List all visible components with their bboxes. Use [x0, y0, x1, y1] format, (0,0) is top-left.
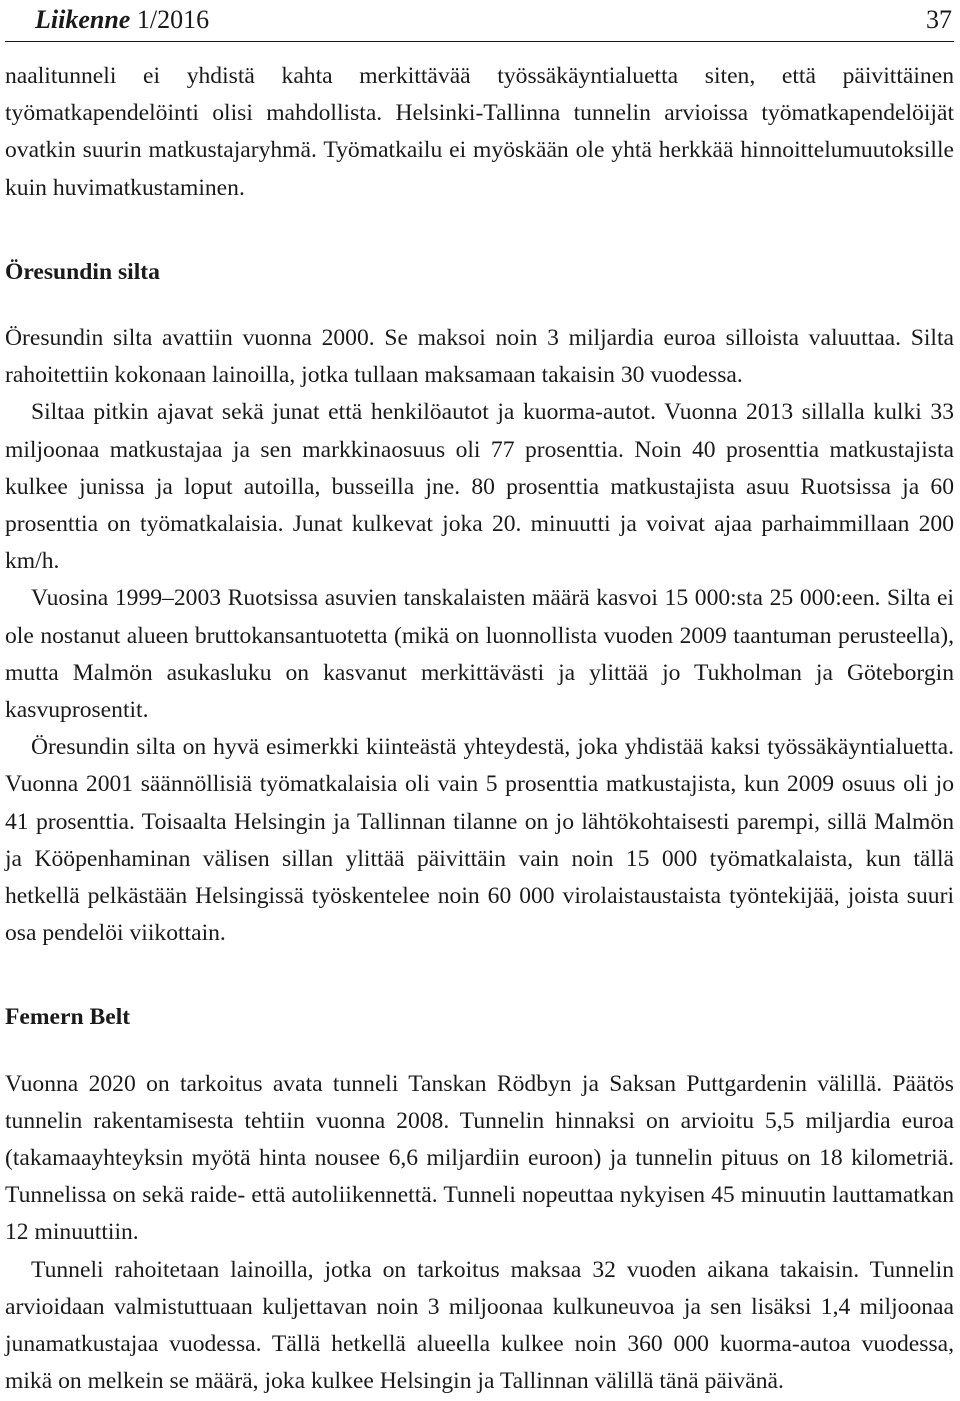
- section-heading-femern: Femern Belt: [5, 1004, 131, 1031]
- article-body: [5, 58, 954, 1401]
- section-heading-oresund: Öresundin silta: [5, 258, 160, 285]
- oresund-paragraph-2: Siltaa pitkin ajavat sekä junat että henkilöautot ja kuorma-autot. Vuonna 2013 sillalla kulki 33 miljoonaa matkustajaa ja sen markkinaosuus oli 77 prosenttia. Noin 40 prosenttia matkustajista kulkee junissa ja loput autoilla, busseilla jne. 80 prosenttia matkustajista asuu Ruotsissa ja 60 prosenttia on työmatkalaisia. Junat kulkevat joka 20. minuutti ja voivat ajaa parhaimmillaan 200 km/h.: [5, 399, 954, 575]
- spacer: [5, 291, 954, 320]
- oresund-paragraph-1: Öresundin silta avattiin vuonna 2000. Se maksoi noin 3 miljardia euroa silloista valuuttaa. Silta rahoitettiin kokonaan lainoilla, jotka tullaan maksamaan takaisin 30 vuodessa.: [5, 325, 954, 389]
- issue-number: 1/2016: [130, 5, 210, 34]
- intro-paragraph: naalitunneli ei yhdistä kahta merkittävää työssäkäyntialuetta siten, että päivittäinen työmatkapendelöinti olisi mahdollista. Helsinki-Tallinna tunnelin arvioissa työmatkapendelöijät ovatkin suurin matkustajaryhmä. Työmatkailu ei myöskään ole yhtä herkkää hinnoittelumuutoksille kuin huvimatkustaminen.: [5, 63, 954, 201]
- femern-paragraph-1: Vuonna 2020 on tarkoitus avata tunneli Tanskan Rödbyn ja Saksan Puttgardenin välillä. Päätös tunnelin rakentamisesta tehtiin vuonna 2008. Tunnelin hinnaksi on arvioitu 5,5 miljardia euroa (takamaayhteyksin myötä hinta nousee 6,6 miljardiin euroon) ja tunnelin pituus on 18 kilometriä. Tunnelissa on sekä raide- että autoliikennettä. Tunneli nopeuttaa nykyisen 45 minuutin lauttamatkan 12 minuuttiin.: [5, 1070, 954, 1246]
- spacer: [5, 207, 954, 254]
- oresund-paragraph-3: Vuosina 1999–2003 Ruotsissa asuvien tanskalaisten määrä kasvoi 15 000:sta 25 000:een. Silta ei ole nostanut alueen bruttokansantuotetta (mikä on luonnollista vuoden 2009 taantuman perusteella), mutta Malmön asukasluku on kasvanut merkittävästi ja ylittää jo Tukholman ja Göteborgin kasvuprosentit.: [5, 585, 954, 724]
- page-number: 37: [926, 5, 952, 34]
- running-header: [5, 0, 954, 42]
- oresund-paragraph-4: Öresundin silta on hyvä esimerkki kiinteästä yhteydestä, joka yhdistää kaksi työssäkäyntialuetta. Vuonna 2001 säännöllisiä työmatkalaisia oli vain 5 prosenttia matkustajista, kun 2009 osuus oli jo 41 prosenttia. Toisaalta Helsingin ja Tallinnan tilanne on jo lähtökohtaisesti parempi, sillä Malmön ja Kööpenhaminan välisen sillan ylittää päivittäin vain noin 15 000 työmatkalaista, kun tällä hetkellä pelkästään Helsingissä työskentelee noin 60 000 virolaistaustaista työntekijää, joista suuri osa pendelöi viikottain.: [5, 734, 954, 947]
- femern-paragraph-2: Tunneli rahoitetaan lainoilla, jotka on tarkoitus maksaa 32 vuoden aikana takaisin. Tunnelin arvioidaan valmistuttuaan kuljettavan noin 3 miljoonaa kulkuneuvoa ja sen lisäksi 1,4 miljoonaa junamatkustajaa vuodessa. Tällä hetkellä alueella kulkee noin 360 000 kuorma-autoa vuodessa, mikä on melkein se määrä, joka kulkee Helsingin ja Tallinnan välillä tänä päivänä.: [5, 1256, 954, 1395]
- spacer: [5, 1037, 954, 1066]
- spacer: [5, 952, 954, 999]
- journal-name: Liikenne: [35, 5, 131, 34]
- journal-title: [35, 5, 209, 35]
